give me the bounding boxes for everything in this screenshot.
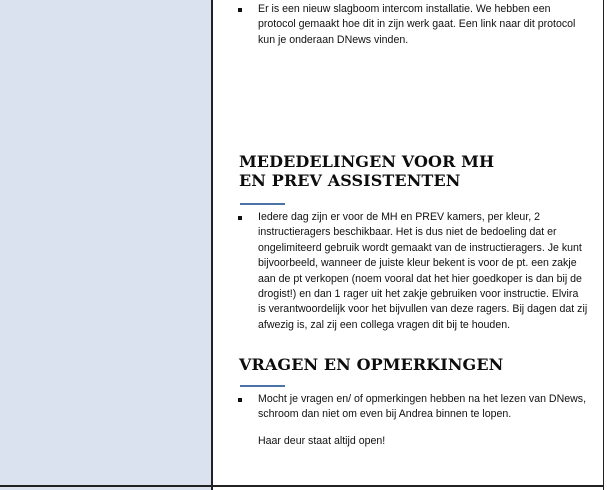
heading-underline xyxy=(240,385,285,387)
heading-line: VRAGEN EN OPMERKINGEN xyxy=(239,355,504,374)
list-item xyxy=(238,2,588,48)
column-divider xyxy=(211,0,213,490)
page-right-border xyxy=(603,0,604,490)
heading-line: EN PREV ASSISTENTEN xyxy=(239,171,461,190)
list-item-text: Iedere dag zijn er voor de MH en PREV kamers, per kleur, 2 instructieragers beschikbaar. Het is dus niet de bedoeling dat er ongelimiteerd gebruik wordt gemaakt van de instructieragers. Je kunt bijvoorbeeld, wanneer de juiste kleur bekent is voor de pt. een zakje aan de pt verkopen (noem vooral dat het hier goedkoper is dan bij de drogist!) en dan 1 rager uit het zakje gebruiken voor instructie. Elvira is verantwoordelijk voor het bijvullen van deze ragers. Bij dagen dat zij afwezig is, zal zij een collega vragen dit bij te houden. xyxy=(258,211,588,331)
bullet-icon xyxy=(238,8,242,12)
list-item xyxy=(238,210,588,333)
section-heading-mededelingen xyxy=(239,152,579,190)
list-item-text: Er is een nieuw slagboom intercom installatie. We hebben een protocol gemaakt hoe dit in zijn werk gaat. Een link naar dit protocol kun je onderaan DNews vinden. xyxy=(258,3,576,46)
heading-underline xyxy=(240,203,285,205)
list-item-text: Mocht je vragen en/ of opmerkingen hebben na het lezen van DNews, schroom dan niet om even bij Andrea binnen te lopen. xyxy=(258,393,587,421)
page-bottom-border xyxy=(0,485,604,487)
bullet-icon xyxy=(238,398,242,402)
closing-note: Haar deur staat altijd open! xyxy=(258,435,386,447)
section-heading-vragen xyxy=(239,355,579,374)
bullet-icon xyxy=(238,216,242,220)
list-item xyxy=(238,392,588,423)
heading-line: MEDEDELINGEN VOOR MH xyxy=(239,152,495,171)
left-sidebar-panel xyxy=(0,0,211,490)
